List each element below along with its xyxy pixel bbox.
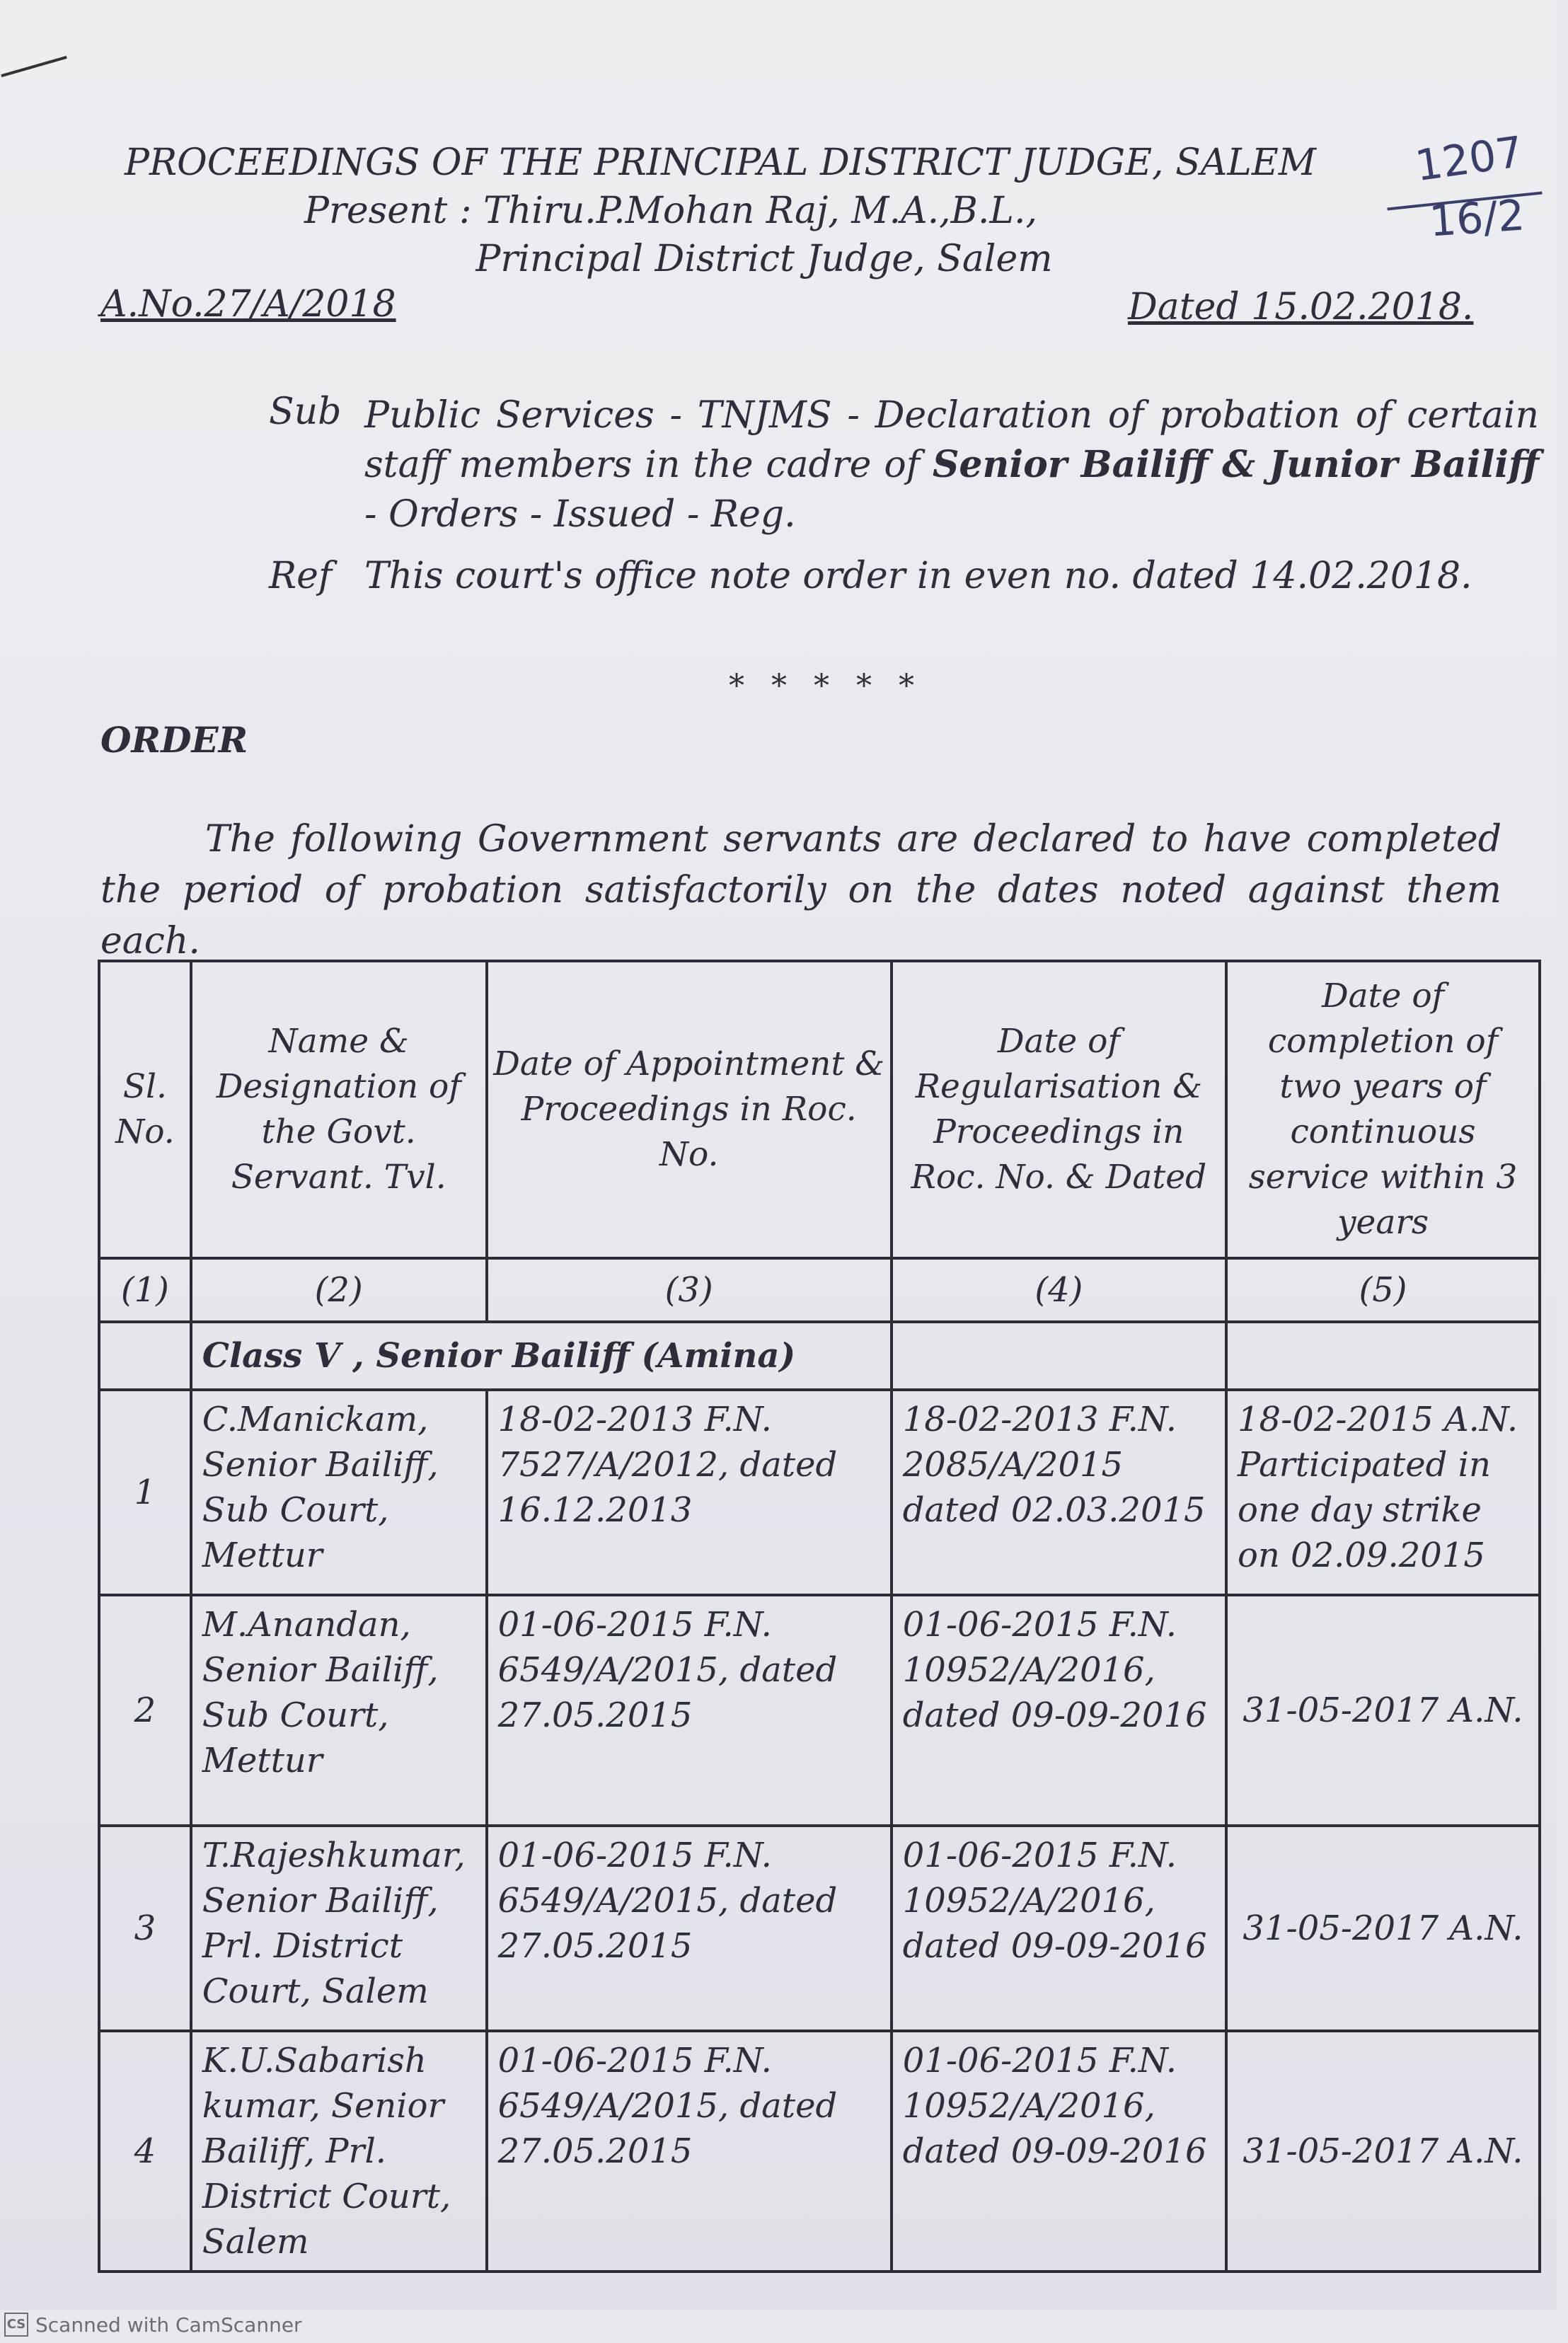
row-sl: 4 xyxy=(99,2031,191,2272)
column-number: (5) xyxy=(1226,1258,1540,1322)
header-regularisation: Date of Regularisation & Proceedings in Roc. No. & Dated xyxy=(892,961,1226,1258)
class-row xyxy=(99,1322,1540,1390)
column-number: (3) xyxy=(487,1258,892,1322)
table-row xyxy=(99,2031,1540,2272)
row-completion: 31-05-2017 A.N. xyxy=(1226,2031,1540,2272)
present-line: Present : Thiru.P.Mohan Raj, M.A.,B.L., xyxy=(304,190,1037,232)
order-paragraph: The following Government servants are declared to have completed the period of probation satisfactorily on the dates noted against them each. xyxy=(100,818,1501,962)
column-number-row xyxy=(99,1258,1540,1322)
judge-designation: Principal District Judge, Salem xyxy=(475,238,1053,280)
pen-stroke-mark xyxy=(1,56,67,77)
handwritten-bottom: 16/2 xyxy=(1427,190,1527,247)
row-appointment: 01-06-2015 F.N. 6549/A/2015, dated 27.05.2015 xyxy=(487,2031,892,2272)
row-name: T.Rajeshkumar, Senior Bailiff, Prl. District Court, Salem xyxy=(191,1826,487,2031)
class-row-blank xyxy=(892,1322,1226,1390)
scanner-footer-text: Scanned with CamScanner xyxy=(35,2313,302,2337)
row-appointment: 18-02-2013 F.N. 7527/A/2012, dated 16.12.2013 xyxy=(487,1390,892,1595)
row-regularisation: 01-06-2015 F.N. 10952/A/2016, dated 09-09-2016 xyxy=(892,2031,1226,2272)
table-row xyxy=(99,1826,1540,2031)
row-sl: 1 xyxy=(99,1390,191,1595)
row-completion: 31-05-2017 A.N. xyxy=(1226,1595,1540,1826)
row-regularisation: 01-06-2015 F.N. 10952/A/2016, dated 09-09-2016 xyxy=(892,1826,1226,2031)
proceedings-title: PROCEEDINGS OF THE PRINCIPAL DISTRICT JUDGE, SALEM xyxy=(124,142,1317,184)
row-sl: 3 xyxy=(99,1826,191,2031)
table-header-row xyxy=(99,961,1540,1258)
subject-text xyxy=(364,391,1539,539)
row-completion: 18-02-2015 A.N. Participated in one day strike on 02.09.2015 xyxy=(1226,1390,1540,1595)
class-row-blank xyxy=(99,1322,191,1390)
class-row-blank xyxy=(1226,1322,1540,1390)
table-row xyxy=(99,1595,1540,1826)
row-completion: 31-05-2017 A.N. xyxy=(1226,1826,1540,2031)
row-appointment: 01-06-2015 F.N. 6549/A/2015, dated 27.05.2015 xyxy=(487,1826,892,2031)
handwritten-top: 1207 xyxy=(1412,127,1526,192)
camscanner-icon: CS xyxy=(4,2313,28,2337)
column-number: (2) xyxy=(191,1258,487,1322)
row-name: M.Anandan, Senior Bailiff, Sub Court, Mettur xyxy=(191,1595,487,1826)
subject-text-before: Public Services - TNJMS - Declaration of probation of certain staff members in the cadre of xyxy=(364,394,1539,486)
reference-text: This court's office note order in even no. dated 14.02.2018. xyxy=(364,555,1472,597)
application-number: A.No.27/A/2018 xyxy=(100,283,396,326)
header-name: Name & Designation of the Govt. Servant. Tvl. xyxy=(191,961,487,1258)
column-number: (1) xyxy=(99,1258,191,1322)
subject-label: Sub xyxy=(269,391,342,433)
handwritten-number xyxy=(1387,127,1557,255)
probation-table xyxy=(98,960,1541,2273)
class-row-label: Class V , Senior Bailiff (Amina) xyxy=(191,1322,892,1390)
header-completion: Date of completion of two years of continuous service within 3 years xyxy=(1226,961,1540,1258)
row-name: K.U.Sabarish kumar, Senior Bailiff, Prl. District Court, Salem xyxy=(191,2031,487,2272)
row-regularisation: 01-06-2015 F.N. 10952/A/2016, dated 09-09-2016 xyxy=(892,1595,1226,1826)
row-regularisation: 18-02-2013 F.N. 2085/A/2015 dated 02.03.2015 xyxy=(892,1390,1226,1595)
document-date: Dated 15.02.2018. xyxy=(1128,286,1474,328)
header-sl-no: Sl. No. xyxy=(99,961,191,1258)
order-heading: ORDER xyxy=(100,719,248,761)
scanner-footer xyxy=(4,2313,302,2337)
subject-text-bold: Senior Bailiff & Junior Bailiff xyxy=(932,443,1539,486)
row-name: C.Manickam, Senior Bailiff, Sub Court, Mettur xyxy=(191,1390,487,1595)
column-number: (4) xyxy=(892,1258,1226,1322)
subject-text-after: - Orders - Issued - Reg. xyxy=(364,493,796,536)
section-separator: * * * * * xyxy=(729,668,923,704)
row-sl: 2 xyxy=(99,1595,191,1826)
row-appointment: 01-06-2015 F.N. 6549/A/2015, dated 27.05.2015 xyxy=(487,1595,892,1826)
header-appointment: Date of Appointment & Proceedings in Roc. No. xyxy=(487,961,892,1258)
reference-label: Ref xyxy=(269,555,333,597)
table-row xyxy=(99,1390,1540,1595)
